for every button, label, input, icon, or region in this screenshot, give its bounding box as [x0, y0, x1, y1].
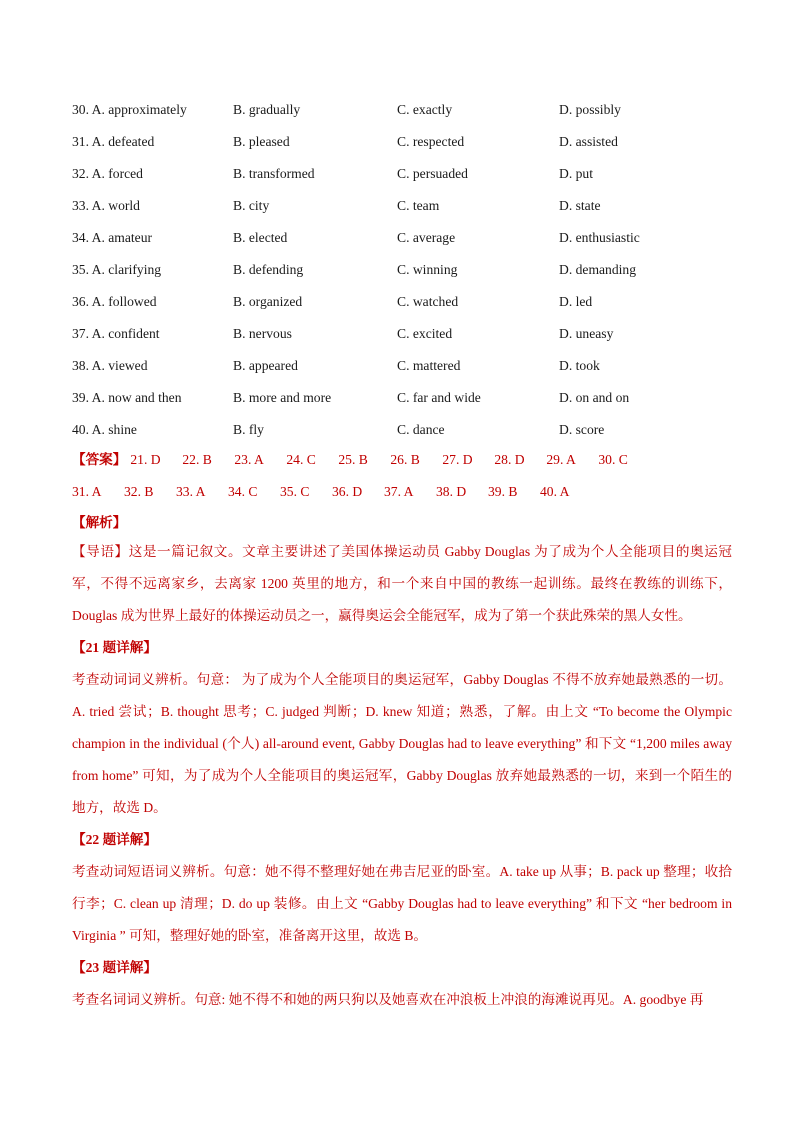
option-b: B. more and more — [233, 390, 332, 405]
option-row-39 — [72, 387, 732, 419]
option-c: C. persuaded — [397, 166, 468, 181]
answer-item: 21. D — [130, 452, 161, 467]
option-a: 37. A. confident — [72, 326, 160, 341]
answer-item: 36. D — [332, 484, 363, 499]
option-row-30 — [72, 99, 732, 131]
option-c: C. watched — [397, 294, 459, 309]
answer-row-1 — [72, 449, 732, 481]
option-a: 39. A. now and then — [72, 390, 182, 405]
option-b: B. gradually — [233, 102, 301, 117]
option-b: B. organized — [233, 294, 303, 309]
answer-item: 38. D — [436, 484, 467, 499]
option-b: B. defending — [233, 262, 304, 277]
answer-item: 29. A — [546, 452, 576, 467]
option-b: B. nervous — [233, 326, 292, 341]
option-c: C. dance — [397, 422, 445, 437]
answer-item: 23. A — [234, 452, 264, 467]
option-a: 38. A. viewed — [72, 358, 148, 373]
option-a: 33. A. world — [72, 198, 140, 213]
option-a: 32. A. forced — [72, 166, 143, 181]
option-c: C. exactly — [397, 102, 453, 117]
option-d: D. uneasy — [559, 326, 614, 341]
option-d: D. took — [559, 358, 600, 373]
option-d: D. possibly — [559, 102, 621, 117]
option-row-36 — [72, 291, 732, 323]
answer-item: 37. A — [384, 484, 414, 499]
q22-explanation: 考查动词短语词义辨析。句意：她不得不整理好她在弗吉尼亚的卧室。A. take up 从事；B. pack up 整理；收拾行李；C. clean up 清理；D. do up 装修。由上文 “Gabby Douglas had to leave everything” 和下文 “her bedroom in Virginia ” 可知，整理好她的卧室，准备离开这里，故选 B。 — [72, 864, 732, 943]
option-a: 40. A. shine — [72, 422, 137, 437]
intro-paragraph: 【导语】这是一篇记叙文。文章主要讲述了美国体操运动员 Gabby Douglas 为了成为个人全能项目的奥运冠军，不得不远离家乡，去离家 1200 英里的地方，和一个来自中国的教练一起训练。最终在教练的训练下，Douglas 成为世界上最好的体操运动员之一，赢得奥运会全能冠军，成为了第一个获此殊荣的黑人女性。 — [72, 544, 732, 623]
option-d: D. on and on — [559, 390, 630, 405]
answer-row-2 — [72, 481, 732, 513]
option-c: C. winning — [397, 262, 458, 277]
option-row-34 — [72, 227, 732, 259]
answer-item: 27. D — [442, 452, 473, 467]
answer-key — [72, 449, 732, 513]
q21-explanation: 考查动词词义辨析。句意： 为了成为个人全能项目的奥运冠军，Gabby Douglas 不得不放弃她最熟悉的一切。A. tried 尝试；B. thought 思考；C. judged 判断；D. knew 知道；熟悉，了解。由上文 “To become the Olympic champion in the individual (个人) all-around event, Gabby Douglas had to leave everything” 和下文 “1,200 miles away from home” 可知，为了成为个人全能项目的奥运冠军，Gabby Douglas 放弃她最熟悉的一切，来到一个陌生的地方，故选 D。 — [72, 672, 732, 815]
option-row-32 — [72, 163, 732, 195]
option-d: D. state — [559, 198, 601, 213]
q21-heading: 【21 题详解】 — [72, 640, 157, 655]
answer-item: 24. C — [286, 452, 316, 467]
option-d: D. assisted — [559, 134, 618, 149]
option-c: C. excited — [397, 326, 453, 341]
option-d: D. led — [559, 294, 593, 309]
option-c: C. respected — [397, 134, 465, 149]
answer-item: 26. B — [390, 452, 420, 467]
answer-item: 31. A — [72, 484, 102, 499]
option-b: B. fly — [233, 422, 264, 437]
answer-item: 34. C — [228, 484, 258, 499]
answer-item: 40. A — [540, 484, 570, 499]
analysis-heading: 【解析】 — [72, 515, 127, 530]
option-b: B. city — [233, 198, 270, 213]
option-c: C. mattered — [397, 358, 461, 373]
answer-item: 30. C — [598, 452, 628, 467]
option-a: 34. A. amateur — [72, 230, 153, 245]
option-b: B. pleased — [233, 134, 290, 149]
answer-item: 32. B — [124, 484, 154, 499]
option-row-38 — [72, 355, 732, 387]
analysis-section — [72, 510, 732, 1016]
option-b: B. elected — [233, 230, 288, 245]
q22-heading: 【22 题详解】 — [72, 832, 157, 847]
q23-explanation: 考查名词词义辨析。句意: 她不得不和她的两只狗以及她喜欢在冲浪板上冲浪的海滩说再见。A. goodbye 再 — [72, 992, 704, 1007]
answer-label: 【答案】 — [72, 452, 127, 467]
option-a: 35. A. clarifying — [72, 262, 162, 277]
option-list — [72, 99, 732, 451]
answer-item: 33. A — [176, 484, 206, 499]
answer-item: 28. D — [494, 452, 525, 467]
answer-item: 39. B — [488, 484, 518, 499]
answer-item: 25. B — [338, 452, 368, 467]
option-a: 31. A. defeated — [72, 134, 155, 149]
option-row-35 — [72, 259, 732, 291]
option-row-31 — [72, 131, 732, 163]
option-row-33 — [72, 195, 732, 227]
option-a: 36. A. followed — [72, 294, 157, 309]
option-b: B. transformed — [233, 166, 315, 181]
answer-item: 35. C — [280, 484, 310, 499]
option-c: C. team — [397, 198, 440, 213]
option-row-37 — [72, 323, 732, 355]
option-row-40 — [72, 419, 732, 451]
option-d: D. score — [559, 422, 605, 437]
q23-heading: 【23 题详解】 — [72, 960, 157, 975]
option-d: D. enthusiastic — [559, 230, 640, 245]
answer-item: 22. B — [182, 452, 212, 467]
option-b: B. appeared — [233, 358, 298, 373]
option-c: C. average — [397, 230, 456, 245]
option-a: 30. A. approximately — [72, 102, 187, 117]
option-d: D. demanding — [559, 262, 637, 277]
option-c: C. far and wide — [397, 390, 481, 405]
option-d: D. put — [559, 166, 593, 181]
